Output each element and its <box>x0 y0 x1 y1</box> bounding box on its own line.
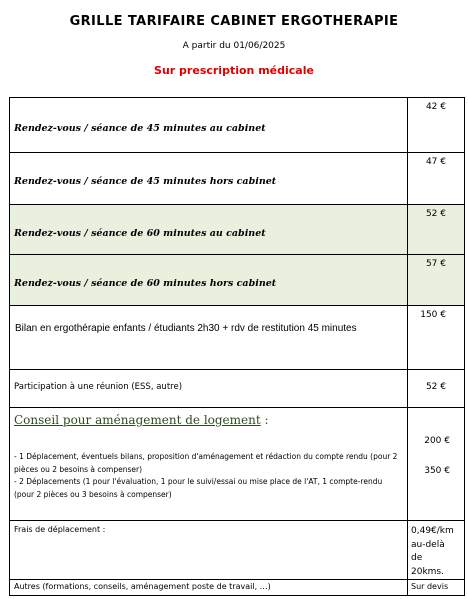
table-row <box>10 205 465 255</box>
row-description: Rendez-vous / séance de 45 minutes au cabinet <box>14 123 266 134</box>
table-row <box>10 370 465 408</box>
effective-date: A partir du 01/06/2025 <box>182 41 286 51</box>
row-price: 57 € <box>425 259 446 269</box>
row-description: Rendez-vous / séance de 45 minutes hors cabinet <box>14 176 277 187</box>
table-row <box>10 255 465 306</box>
row-description: Participation à une réunion (ESS, autre) <box>14 382 183 392</box>
row-price: 52 € <box>425 209 446 219</box>
conseil-heading: Conseil pour aménagement de logement : <box>14 413 269 427</box>
row-price: 42 € <box>425 102 446 112</box>
conseil-price-2: 350 € <box>424 466 450 476</box>
document-title: GRILLE TARIFAIRE CABINET ERGOTHERAPIE <box>69 14 399 29</box>
table-row <box>10 580 465 596</box>
conseil-prices <box>408 408 464 486</box>
conseil-price-1: 200 € <box>424 436 450 446</box>
row-price: 47 € <box>425 157 446 167</box>
row-description: Rendez-vous / séance de 60 minutes hors cabinet <box>14 278 277 289</box>
row-price-cell <box>408 98 465 153</box>
table-row <box>10 408 465 521</box>
row-description-cell <box>10 98 408 153</box>
row-description: Bilan en ergothérapie enfants / étudiants 2h30 + rdv de restitution 45 minutes <box>15 323 357 334</box>
table-row <box>10 153 465 205</box>
conseil-option-1: - 1 Déplacement, éventuels bilans, proposition d'aménagement et rédaction du compte rendu (pour 2 pièces ou 2 besoins à compenser) <box>14 452 398 474</box>
row-price: 52 € <box>425 382 446 392</box>
frais-label: Frais de déplacement : <box>14 525 106 534</box>
conseil-details <box>10 427 407 501</box>
row-price: 150 € <box>420 310 446 320</box>
conseil-option-2: - 2 Déplacements (1 pour l'évaluation, 1 pour le suivi/essai ou mise place de l'AT, 1 compte-rendu (pour 2 pièces ou 3 besoins à compenser) <box>14 477 383 499</box>
autres-label: Autres (formations, conseils, aménagement poste de travail, …) <box>14 582 271 591</box>
table-row <box>10 98 465 153</box>
price-table <box>9 97 465 596</box>
table-row <box>10 521 465 580</box>
frais-price: 0,49€/km au-delà de 20kms. <box>411 526 454 577</box>
table-row <box>10 306 465 370</box>
autres-price: Sur devis <box>411 582 449 591</box>
prescription-note: Sur prescription médicale <box>154 64 314 77</box>
row-description: Rendez-vous / séance de 60 minutes au cabinet <box>14 228 266 239</box>
